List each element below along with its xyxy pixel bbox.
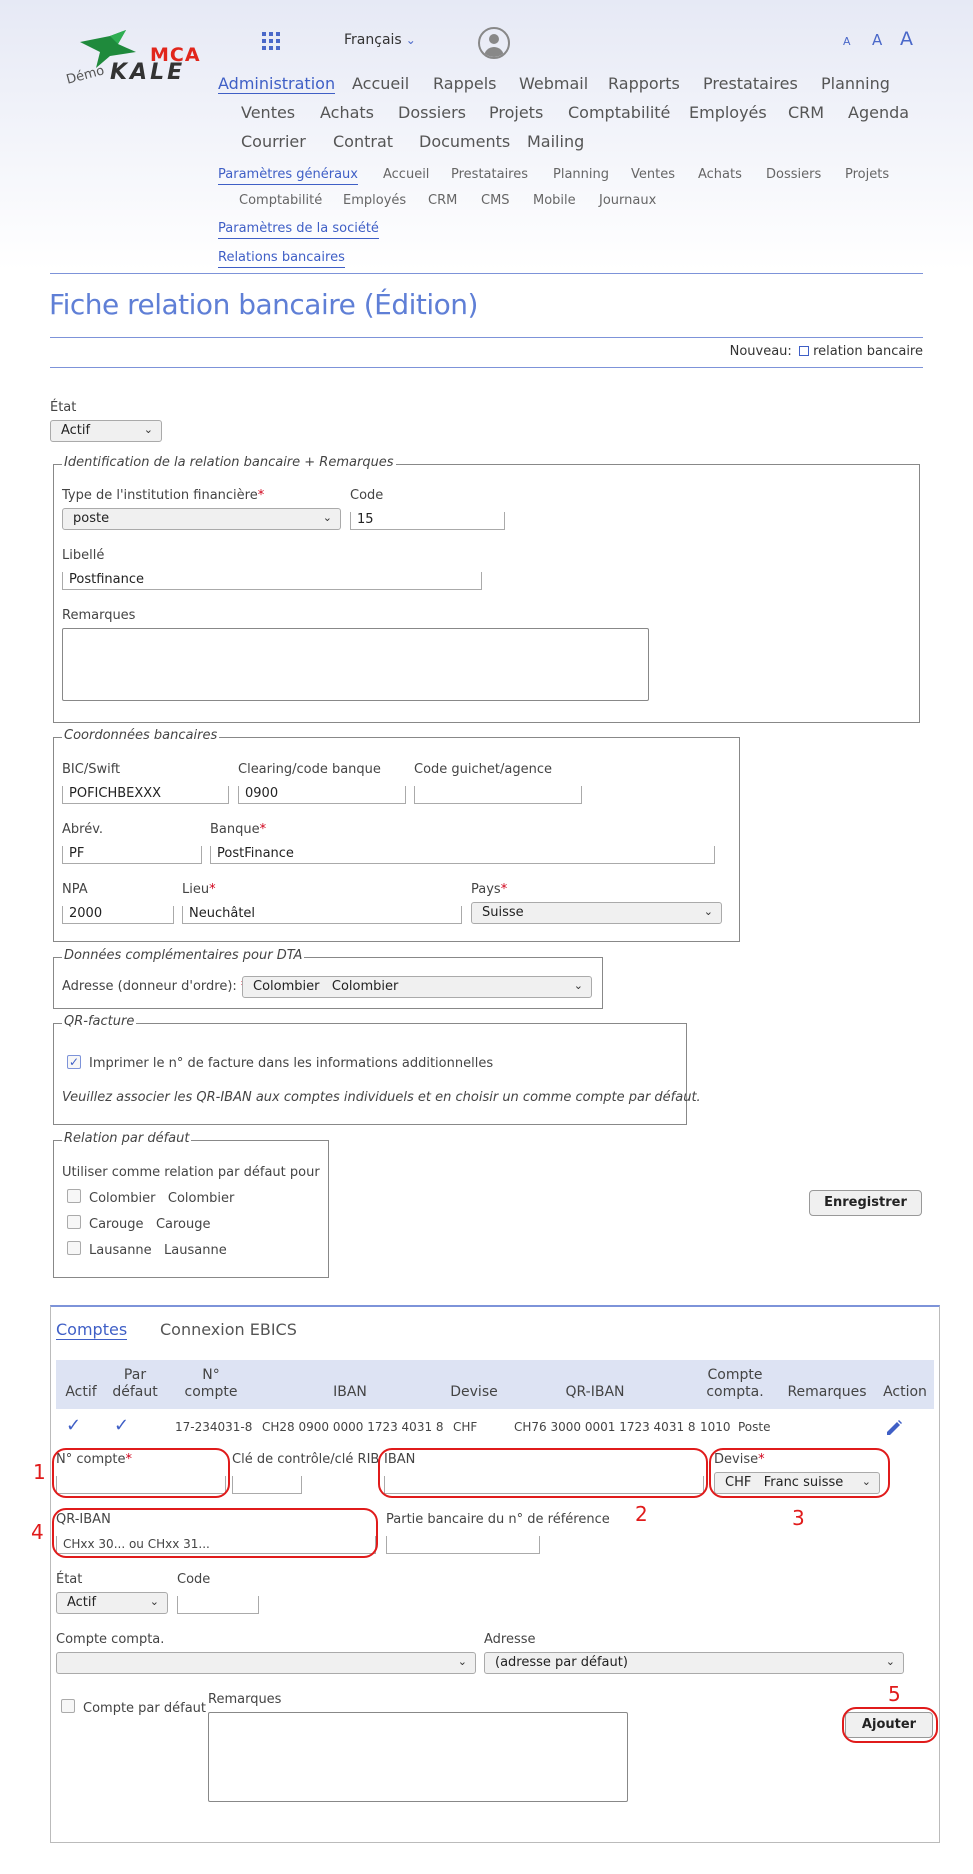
chevron-down-icon: ⌄ xyxy=(322,511,332,524)
npa-input[interactable]: 2000 xyxy=(62,906,174,924)
defaut-intro: Utiliser comme relation par défaut pour xyxy=(62,1165,320,1180)
libelle-label: Libellé xyxy=(62,548,105,563)
row-devise: CHF xyxy=(453,1420,478,1434)
add-etat-label: État xyxy=(56,1572,83,1587)
annotation-box-5 xyxy=(842,1707,938,1743)
avatar[interactable] xyxy=(478,27,510,59)
coord-legend: Coordonnées bancaires xyxy=(64,728,218,743)
defaut-label-carouge: Carouge Carouge xyxy=(89,1217,211,1232)
th-remarques: Remarques xyxy=(787,1384,867,1400)
nav-achats[interactable]: Achats xyxy=(320,103,375,122)
defaut-checkbox-lausanne[interactable] xyxy=(67,1241,81,1255)
add-remarques-textarea[interactable] xyxy=(208,1712,628,1802)
add-no-compte-label: N° compte* xyxy=(56,1452,132,1467)
etat-label: État xyxy=(50,400,77,415)
npa-label: NPA xyxy=(62,882,88,897)
add-adresse-select[interactable] xyxy=(484,1652,904,1674)
add-compte-select[interactable] xyxy=(56,1652,476,1674)
th-iban: IBAN xyxy=(333,1384,367,1400)
annotation-box-1 xyxy=(52,1448,230,1498)
subnav-comptabilite[interactable]: Comptabilité xyxy=(239,193,323,208)
nav-documents[interactable]: Documents xyxy=(419,132,511,151)
th-actif: Actif xyxy=(65,1384,97,1400)
th-qr-iban: QR-IBAN xyxy=(565,1384,625,1400)
add-compte-label: Compte compta. xyxy=(56,1632,165,1647)
clearing-label: Clearing/code banque xyxy=(238,762,381,777)
add-remarques-label: Remarques xyxy=(208,1692,282,1707)
subnav-prestataires[interactable]: Prestataires xyxy=(451,167,529,182)
type-select[interactable] xyxy=(62,508,341,530)
add-devise-label: Devise* xyxy=(714,1452,765,1467)
abrev-label: Abrév. xyxy=(62,822,104,837)
add-partie-label: Partie bancaire du n° de référence xyxy=(386,1512,610,1527)
grid-icon[interactable] xyxy=(262,32,280,50)
nav-contrat[interactable]: Contrat xyxy=(333,132,394,151)
qr-fieldset xyxy=(53,1014,687,1125)
ajouter-button[interactable]: Ajouter xyxy=(845,1712,933,1738)
subnav-cms[interactable]: CMS xyxy=(481,193,510,208)
row-qr-iban: CH76 3000 0001 1723 4031 8 xyxy=(514,1420,696,1434)
add-defaut-label: Compte par défaut xyxy=(83,1701,206,1716)
row-compte: 1010 xyxy=(700,1420,731,1434)
dta-legend: Données complémentaires pour DTA xyxy=(64,948,303,963)
language-select[interactable] xyxy=(344,32,416,48)
font-size-small[interactable]: A xyxy=(843,35,851,48)
subnav-ventes[interactable]: Ventes xyxy=(631,167,675,182)
nav-dossiers[interactable]: Dossiers xyxy=(398,103,466,122)
subnav-relations-bancaires[interactable]: Relations bancaires xyxy=(218,250,345,268)
add-qr-iban-label: QR-IBAN xyxy=(56,1512,111,1527)
chevron-down-icon: ⌄ xyxy=(703,905,713,918)
nav-comptabilite[interactable]: Comptabilité xyxy=(568,103,671,122)
annotation-number-2: 2 xyxy=(635,1502,648,1526)
abrev-input[interactable]: PF xyxy=(62,846,202,864)
pays-label: Pays* xyxy=(471,882,508,897)
guichet-label: Code guichet/agence xyxy=(414,762,552,777)
subnav-planning[interactable]: Planning xyxy=(553,167,609,182)
subnav-mobile[interactable]: Mobile xyxy=(533,193,576,208)
annotation-box-3 xyxy=(709,1448,890,1498)
subnav-dossiers[interactable]: Dossiers xyxy=(766,167,822,182)
etat-select[interactable] xyxy=(50,420,162,442)
nouveau-bar xyxy=(730,344,923,359)
tab-comptes[interactable]: Comptes xyxy=(56,1320,128,1339)
logo-demo: Démo xyxy=(64,63,106,88)
font-size-large[interactable]: A xyxy=(900,28,913,50)
nav-rappels[interactable]: Rappels xyxy=(433,74,497,93)
remarques-label: Remarques xyxy=(62,608,136,623)
divider xyxy=(50,273,923,274)
save-button[interactable]: Enregistrer xyxy=(809,1190,922,1216)
row-no-compte: 17-234031-8 xyxy=(175,1420,253,1434)
row-iban: CH28 0900 0000 1723 4031 8 xyxy=(262,1420,444,1434)
defaut-legend: Relation par défaut xyxy=(64,1131,190,1146)
external-link-icon xyxy=(799,346,809,356)
subnav-achats[interactable]: Achats xyxy=(698,167,742,182)
subnav-parametres-societe[interactable]: Paramètres de la société xyxy=(218,221,379,239)
tab-connexion-ebics[interactable]: Connexion EBICS xyxy=(160,1320,297,1339)
nav-mailing[interactable]: Mailing xyxy=(527,132,585,151)
edit-pencil-icon[interactable] xyxy=(885,1418,903,1436)
font-size-medium[interactable]: A xyxy=(872,31,883,49)
nav-webmail[interactable]: Webmail xyxy=(519,74,589,93)
code-label: Code xyxy=(350,488,384,503)
subnav-accueil[interactable]: Accueil xyxy=(383,167,430,182)
banque-input[interactable]: PostFinance xyxy=(210,846,715,864)
pays-select[interactable] xyxy=(471,902,722,924)
nav-employes[interactable]: Employés xyxy=(689,103,767,122)
logo-product: KALE xyxy=(110,60,186,85)
add-adresse-value: (adresse par défaut) xyxy=(495,1655,628,1670)
add-etat-value: Actif xyxy=(67,1595,97,1610)
divider xyxy=(50,337,923,338)
chevron-down-icon: ⌄ xyxy=(149,1595,159,1608)
lieu-input[interactable]: Neuchâtel xyxy=(182,906,462,924)
th-devise: Devise xyxy=(450,1384,498,1400)
add-qr-iban-input[interactable]: CHxx 30... ou CHxx 31... xyxy=(56,1536,376,1554)
nav-prestataires[interactable]: Prestataires xyxy=(703,74,798,93)
th-action: Action xyxy=(883,1384,927,1400)
check-icon: ✓ xyxy=(66,1415,82,1436)
divider xyxy=(50,367,923,368)
add-cle-label: Clé de contrôle/clé RIB xyxy=(232,1452,380,1467)
nav-agenda[interactable]: Agenda xyxy=(848,103,910,122)
chevron-down-icon: ⌄ xyxy=(861,1475,871,1488)
adresse-dta-select[interactable] xyxy=(242,976,592,998)
qr-checkbox-label: Imprimer le n° de facture dans les informations additionnelles xyxy=(89,1056,494,1071)
qr-note: Veuillez associer les QR-IBAN aux comptes individuels et en choisir un comme compte par défaut. xyxy=(62,1090,701,1105)
add-adresse-label: Adresse xyxy=(484,1632,536,1647)
subnav-employes[interactable]: Employés xyxy=(343,193,407,208)
subnav-crm[interactable]: CRM xyxy=(428,193,458,208)
add-devise-value: CHF Franc suisse xyxy=(725,1475,844,1490)
qr-legend: QR-facture xyxy=(64,1014,135,1029)
page-title: Fiche relation bancaire (Édition) xyxy=(49,288,478,321)
guichet-input[interactable] xyxy=(414,786,582,804)
add-code-label: Code xyxy=(177,1572,211,1587)
add-partie-input[interactable] xyxy=(386,1536,540,1554)
chevron-down-icon: ⌄ xyxy=(885,1655,895,1668)
etat-value: Actif xyxy=(61,423,91,438)
nav-administration[interactable]: Administration xyxy=(218,74,336,93)
chevron-down-icon: ⌄ xyxy=(573,979,583,992)
chevron-down-icon: ⌄ xyxy=(405,33,416,47)
add-code-input[interactable] xyxy=(177,1596,259,1614)
th-no-compte: N° compte xyxy=(184,1367,238,1400)
nouveau-link[interactable]: relation bancaire xyxy=(813,344,923,359)
adresse-dta-value: Colombier Colombier xyxy=(253,979,399,994)
language-label: Français xyxy=(344,32,402,48)
add-etat-select[interactable] xyxy=(56,1592,168,1614)
annotation-number-4: 4 xyxy=(31,1520,44,1544)
code-input[interactable]: 15 xyxy=(350,512,505,530)
clearing-input[interactable]: 0900 xyxy=(238,786,406,804)
add-defaut-checkbox[interactable] xyxy=(61,1699,75,1713)
annotation-number-5: 5 xyxy=(888,1682,901,1706)
bic-input[interactable]: POFICHBEXXX xyxy=(62,786,229,804)
defaut-label-colombier: Colombier Colombier xyxy=(89,1191,235,1206)
add-cle-input[interactable] xyxy=(232,1476,302,1494)
annotation-box-2 xyxy=(378,1448,708,1498)
nav-accueil[interactable]: Accueil xyxy=(352,74,410,93)
adresse-dta-label: Adresse (donneur d'ordre): xyxy=(62,979,237,994)
annotation-number-3: 3 xyxy=(792,1506,805,1530)
lieu-label: Lieu* xyxy=(182,882,216,897)
check-icon: ✓ xyxy=(114,1415,130,1436)
chevron-down-icon: ⌄ xyxy=(143,423,153,436)
th-par-defaut: Par défaut xyxy=(112,1367,158,1400)
add-iban-label: IBAN xyxy=(384,1452,416,1467)
libelle-input[interactable]: Postfinance xyxy=(62,572,482,590)
ident-legend: Identification de la relation bancaire + Remarques xyxy=(64,455,394,470)
bic-label: BIC/Swift xyxy=(62,762,121,777)
subnav-journaux[interactable]: Journaux xyxy=(599,193,657,208)
nav-rapports[interactable]: Rapports xyxy=(608,74,680,93)
qr-checkbox[interactable]: ✓ xyxy=(68,1055,80,1069)
banque-label: Banque* xyxy=(210,822,267,837)
type-label: Type de l'institution financière* xyxy=(62,488,265,503)
nouveau-label: Nouveau: xyxy=(729,344,792,359)
defaut-label-lausanne: Lausanne Lausanne xyxy=(89,1243,227,1258)
logo-brand: MCA xyxy=(150,44,201,66)
nav-courrier[interactable]: Courrier xyxy=(241,132,306,151)
subnav-projets[interactable]: Projets xyxy=(845,167,890,182)
row-remarques: Poste xyxy=(738,1420,771,1434)
remarques-textarea[interactable] xyxy=(62,628,649,701)
nav-ventes[interactable]: Ventes xyxy=(241,103,296,122)
pays-value: Suisse xyxy=(482,905,524,920)
nav-crm[interactable]: CRM xyxy=(788,103,825,122)
annotation-box-4 xyxy=(52,1508,378,1558)
logo[interactable] xyxy=(64,30,204,90)
defaut-checkbox-carouge[interactable] xyxy=(67,1215,81,1229)
subnav-parametres-generaux[interactable]: Paramètres généraux xyxy=(218,167,358,185)
annotation-number-1: 1 xyxy=(33,1460,46,1484)
defaut-checkbox-colombier[interactable] xyxy=(67,1189,81,1203)
type-value: poste xyxy=(73,511,110,526)
nav-planning[interactable]: Planning xyxy=(821,74,890,93)
chevron-down-icon: ⌄ xyxy=(457,1655,467,1668)
nav-projets[interactable]: Projets xyxy=(489,103,544,122)
th-compte-compta: Compte compta. xyxy=(706,1367,764,1400)
